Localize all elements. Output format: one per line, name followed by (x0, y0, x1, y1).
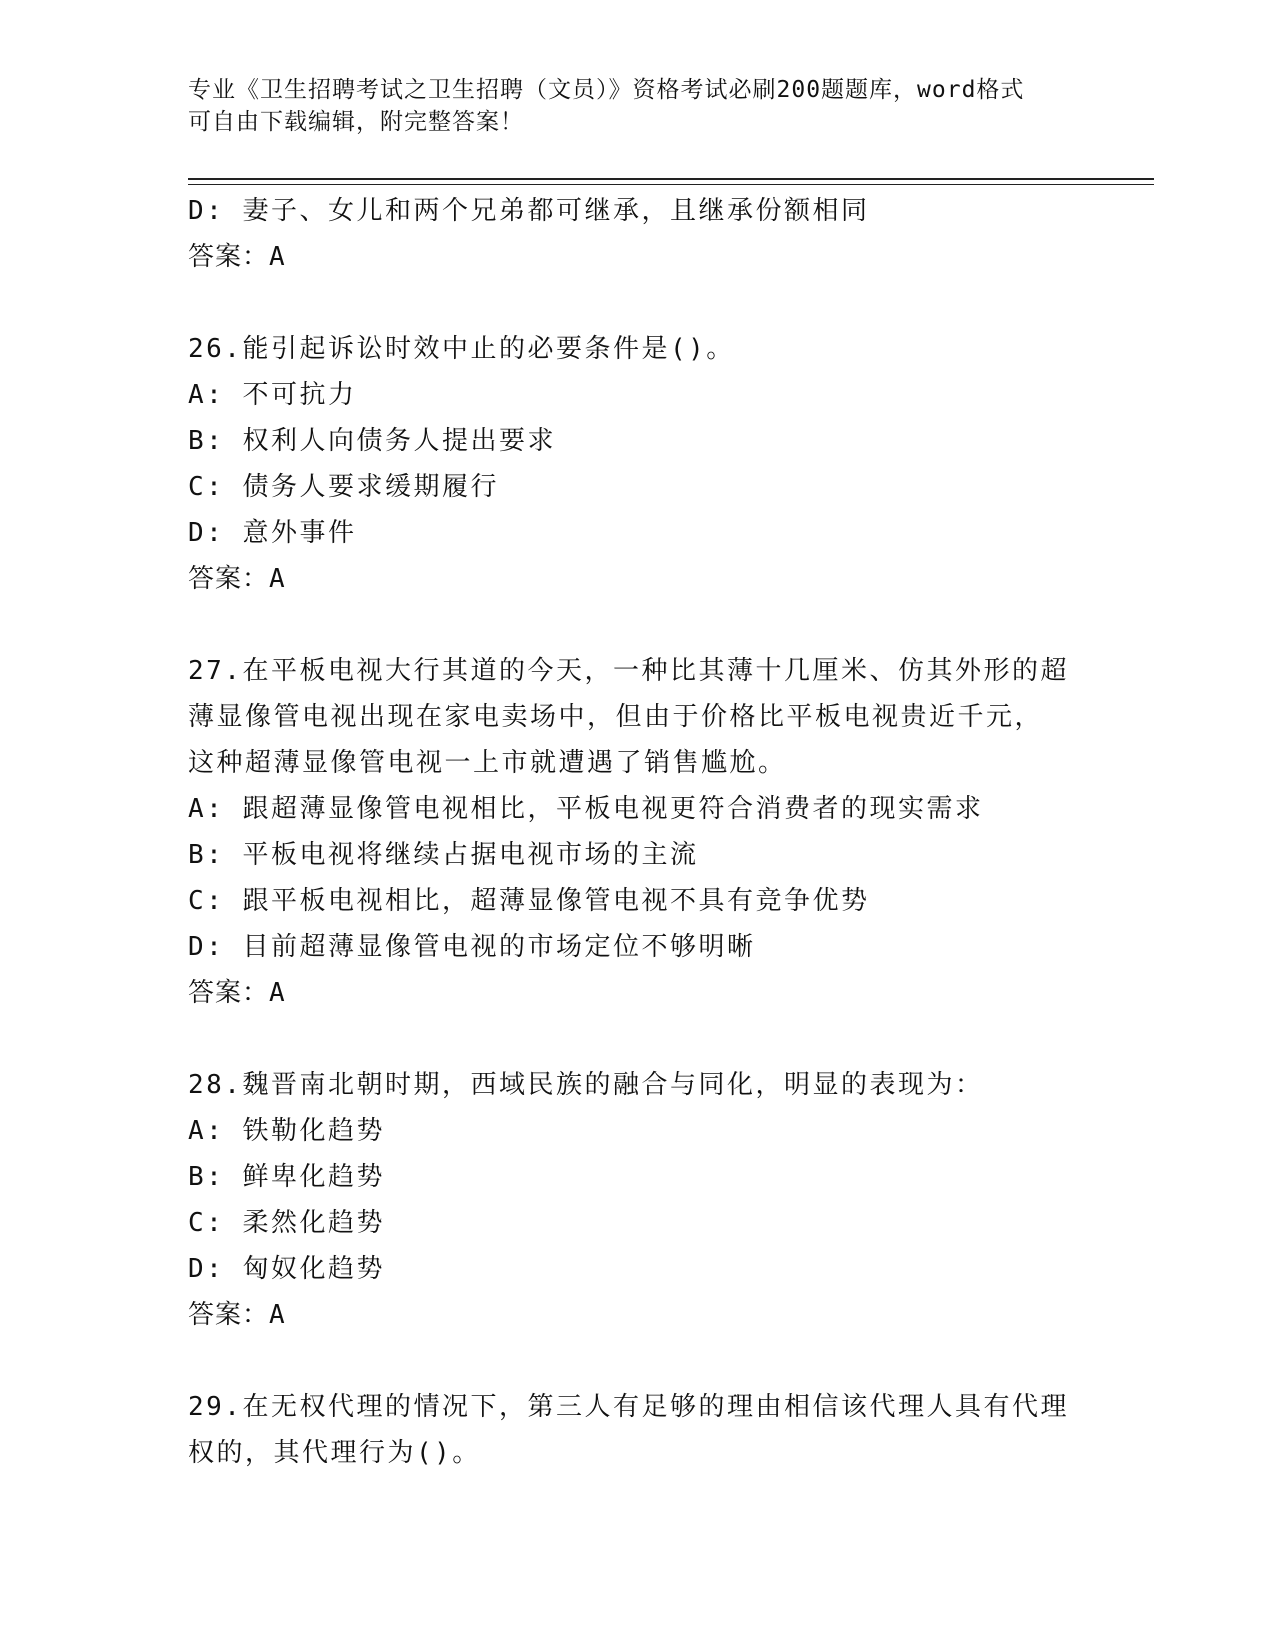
option-b: B: 平板电视将继续占据电视市场的主流 (188, 840, 699, 870)
prev-answer: 答案：A (188, 242, 286, 272)
question-block (188, 648, 1088, 1016)
question-stem: 29.在无权代理的情况下，第三人有足够的理由相信该代理人具有代理 (188, 1392, 1069, 1422)
question-content (188, 188, 1088, 1476)
header-line-2: 可自由下载编辑，附完整答案！ (188, 109, 524, 135)
option-c: C: 跟平板电视相比，超薄显像管电视不具有竞争优势 (188, 886, 870, 916)
question-stem: 26.能引起诉讼时效中止的必要条件是()。 (188, 334, 735, 364)
header-divider-thick (188, 178, 1154, 180)
answer: 答案：A (188, 564, 286, 594)
spacer (188, 602, 1088, 648)
prev-option-d: D: 妻子、女儿和两个兄弟都可继承，且继承份额相同 (188, 196, 870, 226)
answer: 答案：A (188, 978, 286, 1008)
question-block (188, 1384, 1088, 1476)
option-d: D: 目前超薄显像管电视的市场定位不够明晰 (188, 932, 756, 962)
option-b: B: 鲜卑化趋势 (188, 1162, 385, 1192)
option-a: A: 跟超薄显像管电视相比，平板电视更符合消费者的现实需求 (188, 794, 984, 824)
option-c: C: 债务人要求缓期履行 (188, 472, 499, 502)
option-b: B: 权利人向债务人提出要求 (188, 426, 556, 456)
question-stem: 27.在平板电视大行其道的今天，一种比其薄十几厘米、仿其外形的超 (188, 656, 1069, 686)
spacer (188, 1338, 1088, 1384)
spacer (188, 1016, 1088, 1062)
question-stem: 28.魏晋南北朝时期，西域民族的融合与同化，明显的表现为： (188, 1070, 984, 1100)
option-d: D: 意外事件 (188, 518, 357, 548)
question-block (188, 326, 1088, 602)
question-stem: 薄显像管电视出现在家电卖场中，但由于价格比平板电视贵近千元， (188, 702, 1044, 732)
document-header (188, 74, 1088, 138)
question-stem: 这种超薄显像管电视一上市就遭遇了销售尴尬。 (188, 748, 787, 778)
option-a: A: 不可抗力 (188, 380, 357, 410)
question-stem: 权的，其代理行为()。 (188, 1438, 481, 1468)
header-divider-thin (188, 184, 1154, 185)
question-block (188, 1062, 1088, 1338)
answer: 答案：A (188, 1300, 286, 1330)
option-a: A: 铁勒化趋势 (188, 1116, 385, 1146)
spacer (188, 280, 1088, 326)
option-d: D: 匈奴化趋势 (188, 1254, 385, 1284)
option-c: C: 柔然化趋势 (188, 1208, 385, 1238)
header-line-1: 专业《卫生招聘考试之卫生招聘（文员）》资格考试必刷200题题库，word格式 (188, 77, 1025, 103)
